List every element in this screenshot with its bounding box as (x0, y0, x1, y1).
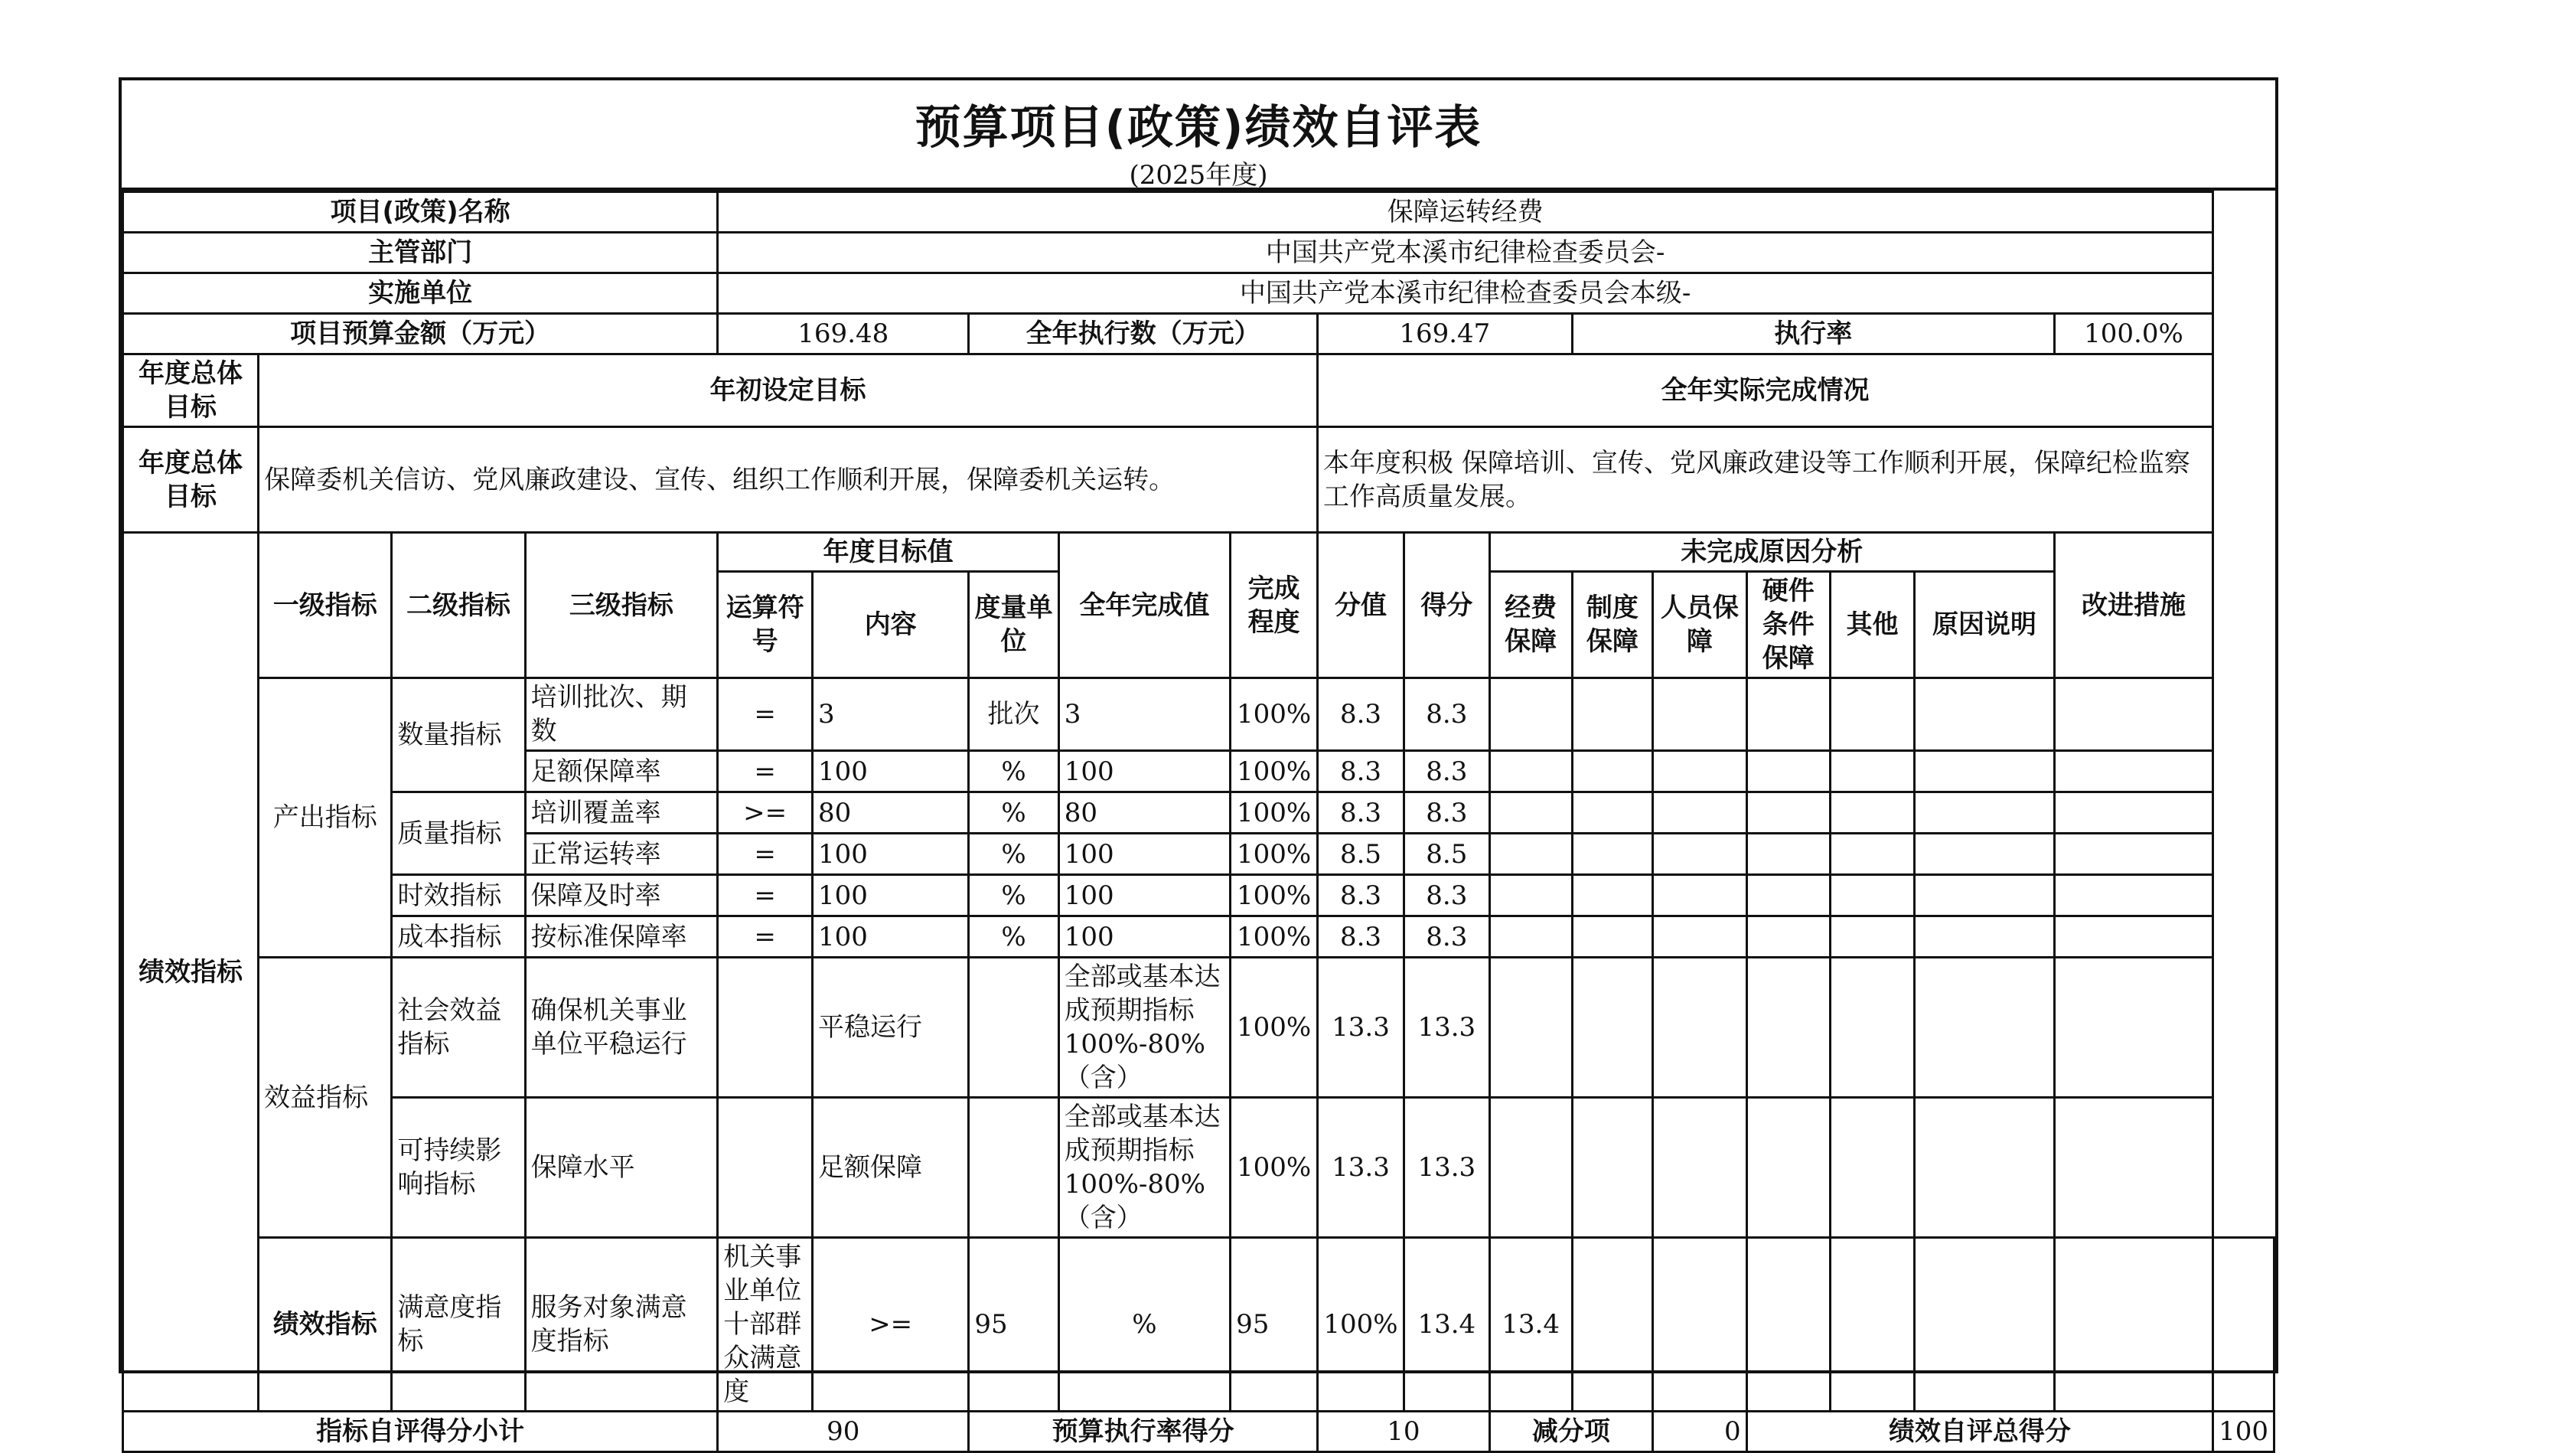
empty-cell (1489, 916, 1572, 958)
empty-cell (1915, 1238, 2055, 1412)
empty-cell (1746, 1238, 1830, 1412)
actual-cell: 100 (1058, 751, 1230, 792)
subtotal-label: 指标自评得分小计 (123, 1412, 718, 1452)
exec-value: 169.47 (1318, 314, 1573, 354)
got-cell: 8.3 (1404, 751, 1489, 792)
empty-cell (1572, 916, 1653, 958)
unit-cell: % (969, 875, 1058, 916)
unit-cell: % (969, 751, 1058, 792)
operator-cell: = (718, 751, 813, 792)
operator-cell: >= (718, 792, 813, 834)
empty-cell (1572, 958, 1653, 1098)
empty-cell (1915, 958, 2055, 1098)
reason-note-header: 原因说明 (1915, 572, 2055, 678)
self-evaluation-sheet (119, 77, 2278, 1447)
score-cell: 8.5 (1318, 834, 1404, 875)
sustain-indicator-group: 可持续影响指标 (392, 1098, 525, 1238)
total-label: 绩效自评总得分 (1746, 1412, 2213, 1452)
empty-cell (1489, 834, 1572, 875)
actual-value-header: 全年完成值 (1058, 533, 1230, 678)
empty-cell (2054, 1238, 2212, 1412)
score-cell: 13.3 (1318, 958, 1404, 1098)
completion-cell: 100% (1231, 751, 1318, 792)
unit-cell (969, 1098, 1058, 1238)
actual-cell: 100 (1058, 875, 1230, 916)
empty-cell (1746, 792, 1830, 834)
operator-header: 运算符号 (718, 572, 813, 678)
empty-cell (1830, 678, 1914, 751)
goal-row-label-2: 年度总体目标 (123, 427, 259, 533)
empty-cell (1915, 792, 2055, 834)
empty-cell (1572, 875, 1653, 916)
total-value: 100 (2213, 1412, 2274, 1452)
empty-cell (2054, 875, 2212, 916)
table-row (123, 875, 2274, 916)
empty-cell (1746, 1098, 1830, 1238)
empty-cell (1746, 958, 1830, 1098)
empty-cell (1489, 875, 1572, 916)
content-cell: 100 (813, 834, 969, 875)
score-cell: 13.4 (1404, 1238, 1489, 1412)
completion-header: 完成程度 (1231, 533, 1318, 678)
other-header: 其他 (1830, 572, 1914, 678)
got-cell: 13.4 (1489, 1238, 1572, 1412)
indicator-name: 足额保障率 (525, 751, 718, 792)
level3-header: 三级指标 (525, 533, 718, 678)
empty-cell (1830, 751, 1914, 792)
content-cell: 95 (969, 1238, 1058, 1412)
got-cell: 13.3 (1404, 958, 1489, 1098)
score-cell: 8.3 (1318, 916, 1404, 958)
empty-cell (1830, 958, 1914, 1098)
got-cell: 8.5 (1404, 834, 1489, 875)
project-name-value: 保障运转经费 (718, 192, 2213, 233)
empty-cell (2054, 751, 2212, 792)
unit-cell: % (969, 916, 1058, 958)
empty-cell (1489, 792, 1572, 834)
evaluation-table (122, 191, 2275, 1453)
title-area (122, 80, 2275, 191)
empty-cell (2054, 792, 2212, 834)
empty-cell (2054, 834, 2212, 875)
content-cell: 100 (813, 916, 969, 958)
empty-cell (1653, 751, 1746, 792)
unit-cell: 批次 (969, 678, 1058, 751)
empty-cell (1572, 1238, 1653, 1412)
score-cell: 8.3 (1318, 792, 1404, 834)
empty-cell (1653, 1098, 1746, 1238)
empty-cell (2054, 678, 2212, 751)
score-cell: 8.3 (1318, 875, 1404, 916)
system-header: 制度保障 (1572, 572, 1653, 678)
target-header: 年初设定目标 (259, 354, 1318, 427)
empty-cell (1915, 916, 2055, 958)
score-cell: 13.3 (1318, 1098, 1404, 1238)
empty-cell (1572, 1098, 1653, 1238)
service-indicator-group: 服务对象满意度指标 (525, 1238, 718, 1412)
table-row (123, 916, 2274, 958)
indicator-name: 确保机关事业单位平稳运行 (525, 958, 718, 1098)
unit-cell: % (969, 792, 1058, 834)
empty-cell (1830, 792, 1914, 834)
quality-indicator-group: 质量指标 (392, 792, 525, 875)
staff-header: 人员保障 (1653, 572, 1746, 678)
empty-cell (1746, 916, 1830, 958)
satisfaction-indicator-group: 满意度指标 (392, 1238, 525, 1412)
content-cell: 足额保障 (813, 1098, 969, 1238)
footer-row (123, 1412, 2274, 1452)
content-cell: 100 (813, 875, 969, 916)
level1-header: 一级指标 (259, 533, 392, 678)
perf-indicator-label-2: 绩效指标 (259, 1238, 392, 1412)
empty-cell (1653, 916, 1746, 958)
empty-cell (2054, 916, 2212, 958)
completion-cell: 100% (1231, 916, 1318, 958)
empty-cell (1915, 834, 2055, 875)
cost-indicator-group: 成本指标 (392, 916, 525, 958)
project-name-label: 项目(政策)名称 (123, 192, 718, 233)
empty-cell (1915, 875, 2055, 916)
got-cell: 8.3 (1404, 678, 1489, 751)
deduct-value: 0 (1653, 1412, 1746, 1452)
empty-cell (1830, 834, 1914, 875)
indicator-name: 正常运转率 (525, 834, 718, 875)
operator-cell: >= (813, 1238, 969, 1412)
completion-cell: 100% (1231, 792, 1318, 834)
got-cell: 8.3 (1404, 916, 1489, 958)
unit-cell: % (1058, 1238, 1230, 1412)
completion-cell: 100% (1231, 678, 1318, 751)
empty-cell (2213, 1238, 2274, 1412)
goal-row (123, 427, 2274, 533)
empty-cell (1915, 751, 2055, 792)
level2-header: 二级指标 (392, 533, 525, 678)
empty-cell (1746, 751, 1830, 792)
operator-cell (718, 958, 813, 1098)
unit-header: 度量单位 (969, 572, 1058, 678)
quantity-indicator-group: 数量指标 (392, 678, 525, 792)
indicator-name: 保障水平 (525, 1098, 718, 1238)
unit-cell (969, 958, 1058, 1098)
empty-cell (1653, 958, 1746, 1098)
score-header: 分值 (1318, 533, 1404, 678)
deduct-label: 减分项 (1489, 1412, 1652, 1452)
actual-cell: 全部或基本达成预期指标100%-80%（含） (1058, 1098, 1230, 1238)
budget-score-value: 10 (1318, 1412, 1490, 1452)
empty-cell (1653, 792, 1746, 834)
indicator-name: 机关事业单位十部群众满意度 (718, 1238, 813, 1412)
funding-header: 经费保障 (1489, 572, 1572, 678)
subtotal-value: 90 (718, 1412, 969, 1452)
empty-cell (1746, 834, 1830, 875)
operator-cell: = (718, 916, 813, 958)
table-row (123, 1098, 2274, 1238)
content-cell: 80 (813, 792, 969, 834)
empty-cell (1746, 678, 1830, 751)
empty-cell (1830, 1238, 1914, 1412)
content-cell: 平稳运行 (813, 958, 969, 1098)
empty-cell (1915, 678, 2055, 751)
empty-cell (1653, 834, 1746, 875)
dept-label: 主管部门 (123, 233, 718, 273)
actual-cell: 95 (1231, 1238, 1318, 1412)
empty-cell (1572, 792, 1653, 834)
table-row (123, 958, 2274, 1098)
empty-cell (1572, 678, 1653, 751)
completion-cell: 100% (1231, 1098, 1318, 1238)
operator-cell (718, 1098, 813, 1238)
indicator-header-row-1 (123, 533, 2274, 572)
hardware-header: 硬件条件保障 (1746, 572, 1830, 678)
completion-cell: 100% (1231, 875, 1318, 916)
completion-cell: 100% (1318, 1238, 1404, 1412)
empty-cell (1746, 875, 1830, 916)
rate-label: 执行率 (1572, 314, 2054, 354)
page-subtitle: (2025年度) (1129, 160, 1268, 191)
unit-value: 中国共产党本溪市纪律检查委员会本级- (718, 273, 2213, 314)
table-row (123, 792, 2274, 834)
empty-cell (1830, 916, 1914, 958)
table-row (123, 678, 2274, 751)
operator-cell: = (718, 875, 813, 916)
actual-header: 全年实际完成情况 (1318, 354, 2213, 427)
dept-value: 中国共产党本溪市纪律检查委员会- (718, 233, 2213, 273)
completion-cell: 100% (1231, 958, 1318, 1098)
exec-label: 全年执行数（万元） (969, 314, 1318, 354)
reason-analysis-header: 未完成原因分析 (1489, 533, 2054, 572)
output-indicator-group: 产出指标 (259, 678, 392, 958)
indicator-name: 培训批次、期数 (525, 678, 718, 751)
actual-cell: 100 (1058, 916, 1230, 958)
perf-indicator-label: 绩效指标 (123, 533, 259, 1412)
budget-label: 项目预算金额（万元） (123, 314, 718, 354)
content-header: 内容 (813, 572, 969, 678)
content-cell: 100 (813, 751, 969, 792)
actual-cell: 3 (1058, 678, 1230, 751)
empty-cell (1915, 1098, 2055, 1238)
empty-cell (1572, 751, 1653, 792)
actual-cell: 100 (1058, 834, 1230, 875)
operator-cell: = (718, 834, 813, 875)
score-cell: 8.3 (1318, 678, 1404, 751)
timeliness-indicator-group: 时效指标 (392, 875, 525, 916)
unit-label: 实施单位 (123, 273, 718, 314)
empty-cell (1489, 1098, 1572, 1238)
rate-value: 100.0% (2054, 314, 2212, 354)
score-cell: 8.3 (1318, 751, 1404, 792)
empty-cell (1489, 678, 1572, 751)
goal-header-row (123, 354, 2274, 427)
budget-row (123, 314, 2274, 354)
empty-cell (1653, 875, 1746, 916)
empty-cell (1653, 1238, 1746, 1412)
empty-cell (1489, 958, 1572, 1098)
actual-cell: 80 (1058, 792, 1230, 834)
completion-cell: 100% (1231, 834, 1318, 875)
empty-cell (1572, 834, 1653, 875)
annual-target-header: 年度目标值 (718, 533, 1058, 572)
actual-cell: 全部或基本达成预期指标100%-80%（含） (1058, 958, 1230, 1098)
benefit-indicator-group: 效益指标 (259, 958, 392, 1238)
improve-header: 改进措施 (2054, 533, 2212, 678)
empty-cell (1653, 678, 1746, 751)
unit-cell: % (969, 834, 1058, 875)
empty-cell (1830, 875, 1914, 916)
empty-cell (1489, 751, 1572, 792)
got-header: 得分 (1404, 533, 1489, 678)
indicator-name: 按标准保障率 (525, 916, 718, 958)
project-name-row (123, 192, 2274, 233)
indicator-name: 保障及时率 (525, 875, 718, 916)
got-cell: 8.3 (1404, 792, 1489, 834)
got-cell: 13.3 (1404, 1098, 1489, 1238)
unit-row (123, 273, 2274, 314)
page-title: 预算项目(政策)绩效自评表 (915, 101, 1482, 155)
dept-row (123, 233, 2274, 273)
operator-cell: = (718, 678, 813, 751)
content-cell: 3 (813, 678, 969, 751)
empty-cell (2054, 958, 2212, 1098)
got-cell: 8.3 (1404, 875, 1489, 916)
budget-value: 169.48 (718, 314, 969, 354)
table-row (123, 1238, 2274, 1412)
indicator-name: 培训覆盖率 (525, 792, 718, 834)
budget-score-label: 预算执行率得分 (969, 1412, 1318, 1452)
actual-text: 本年度积极 保障培训、宣传、党风廉政建设等工作顺利开展，保障纪检监察工作高质量发展。 (1318, 427, 2213, 533)
goal-row-label: 年度总体目标 (123, 354, 259, 427)
empty-cell (1830, 1098, 1914, 1238)
social-indicator-group: 社会效益指标 (392, 958, 525, 1098)
empty-cell (2054, 1098, 2212, 1238)
target-text: 保障委机关信访、党风廉政建设、宣传、组织工作顺利开展，保障委机关运转。 (259, 427, 1318, 533)
